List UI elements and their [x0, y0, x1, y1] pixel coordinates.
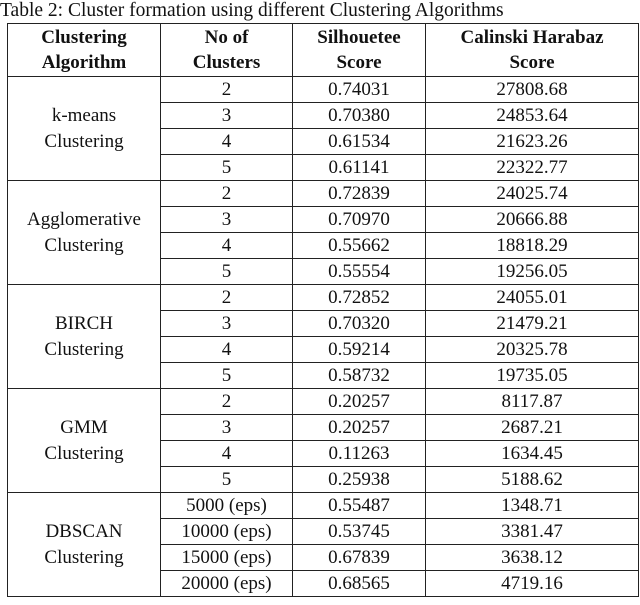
calinski-cell: 2687.21 — [426, 415, 639, 441]
table-row — [8, 285, 639, 311]
clusters-cell: 5 — [161, 363, 293, 389]
calinski-cell: 4719.16 — [426, 571, 639, 597]
clusters-cell: 3 — [161, 415, 293, 441]
header-line: Clusters — [192, 52, 261, 73]
clusters-cell: 4 — [161, 337, 293, 363]
table-row — [8, 77, 639, 103]
calinski-cell: 18818.29 — [426, 233, 639, 259]
silhouette-cell: 0.58732 — [293, 363, 426, 389]
header-line: No of — [204, 27, 249, 48]
algorithm-name: k-means — [51, 104, 117, 126]
header-line: Score — [336, 52, 382, 73]
clustering-results-table — [7, 23, 639, 597]
calinski-cell: 3638.12 — [426, 545, 639, 571]
clusters-cell: 2 — [161, 181, 293, 207]
calinski-cell: 3381.47 — [426, 519, 639, 545]
clusters-cell: 4 — [161, 441, 293, 467]
calinski-cell: 21623.26 — [426, 129, 639, 155]
algorithm-name: DBSCAN — [45, 520, 123, 542]
silhouette-cell: 0.20257 — [293, 415, 426, 441]
algorithm-name: Clustering — [44, 442, 124, 464]
algorithm-name: Clustering — [44, 338, 124, 360]
silhouette-cell: 0.61534 — [293, 129, 426, 155]
clusters-cell: 3 — [161, 103, 293, 129]
header-line: Clustering — [41, 27, 127, 48]
algorithm-name: GMM — [60, 416, 108, 438]
clusters-cell: 5 — [161, 467, 293, 493]
silhouette-cell: 0.70320 — [293, 311, 426, 337]
silhouette-cell: 0.55554 — [293, 259, 426, 285]
silhouette-cell: 0.20257 — [293, 389, 426, 415]
silhouette-cell: 0.11263 — [293, 441, 426, 467]
silhouette-cell: 0.53745 — [293, 519, 426, 545]
silhouette-cell: 0.55487 — [293, 493, 426, 519]
header-line: Silhouetee — [317, 27, 401, 48]
silhouette-cell: 0.70970 — [293, 207, 426, 233]
calinski-cell: 19735.05 — [426, 363, 639, 389]
calinski-cell: 27808.68 — [426, 77, 639, 103]
calinski-cell: 5188.62 — [426, 467, 639, 493]
clusters-cell: 2 — [161, 285, 293, 311]
header-silhouette — [293, 24, 426, 77]
clusters-cell: 5 — [161, 155, 293, 181]
silhouette-cell: 0.72852 — [293, 285, 426, 311]
table-row — [8, 493, 639, 519]
algorithm-name: Agglomerative — [27, 208, 141, 230]
header-line: Algorithm — [41, 52, 127, 73]
calinski-cell: 24853.64 — [426, 103, 639, 129]
algorithm-name: Clustering — [44, 130, 124, 152]
algorithm-cell — [8, 181, 161, 285]
silhouette-cell: 0.72839 — [293, 181, 426, 207]
silhouette-cell: 0.61141 — [293, 155, 426, 181]
algorithm-name: Clustering — [44, 234, 124, 256]
clusters-cell: 2 — [161, 389, 293, 415]
algorithm-name: BIRCH — [54, 312, 114, 334]
calinski-cell: 24025.74 — [426, 181, 639, 207]
clusters-cell: 2 — [161, 77, 293, 103]
algorithm-cell — [8, 493, 161, 597]
clusters-cell: 4 — [161, 129, 293, 155]
clusters-cell: 5 — [161, 259, 293, 285]
algorithm-cell — [8, 77, 161, 181]
calinski-cell: 1348.71 — [426, 493, 639, 519]
header-row — [8, 24, 639, 77]
clusters-cell: 4 — [161, 233, 293, 259]
clusters-cell: 15000 (eps) — [161, 545, 293, 571]
header-line: Calinski Harabaz — [460, 27, 604, 48]
table-caption: Table 2: Cluster formation using different Clustering Algorithms — [0, 0, 504, 21]
table-body — [8, 77, 639, 597]
header-clusters — [161, 24, 293, 77]
clusters-cell: 3 — [161, 207, 293, 233]
silhouette-cell: 0.25938 — [293, 467, 426, 493]
silhouette-cell: 0.59214 — [293, 337, 426, 363]
calinski-cell: 22322.77 — [426, 155, 639, 181]
calinski-cell: 20666.88 — [426, 207, 639, 233]
calinski-cell: 19256.05 — [426, 259, 639, 285]
calinski-cell: 1634.45 — [426, 441, 639, 467]
table-row — [8, 389, 639, 415]
header-calinski — [426, 24, 639, 77]
clusters-cell: 3 — [161, 311, 293, 337]
silhouette-cell: 0.55662 — [293, 233, 426, 259]
clusters-cell: 5000 (eps) — [161, 493, 293, 519]
header-line: Score — [509, 52, 555, 73]
header-algorithm — [8, 24, 161, 77]
silhouette-cell: 0.70380 — [293, 103, 426, 129]
silhouette-cell: 0.67839 — [293, 545, 426, 571]
silhouette-cell: 0.68565 — [293, 571, 426, 597]
calinski-cell: 8117.87 — [426, 389, 639, 415]
table-row — [8, 181, 639, 207]
calinski-cell: 21479.21 — [426, 311, 639, 337]
algorithm-cell — [8, 285, 161, 389]
calinski-cell: 20325.78 — [426, 337, 639, 363]
calinski-cell: 24055.01 — [426, 285, 639, 311]
algorithm-name: Clustering — [44, 546, 124, 568]
algorithm-cell — [8, 389, 161, 493]
clusters-cell: 10000 (eps) — [161, 519, 293, 545]
clusters-cell: 20000 (eps) — [161, 571, 293, 597]
silhouette-cell: 0.74031 — [293, 77, 426, 103]
